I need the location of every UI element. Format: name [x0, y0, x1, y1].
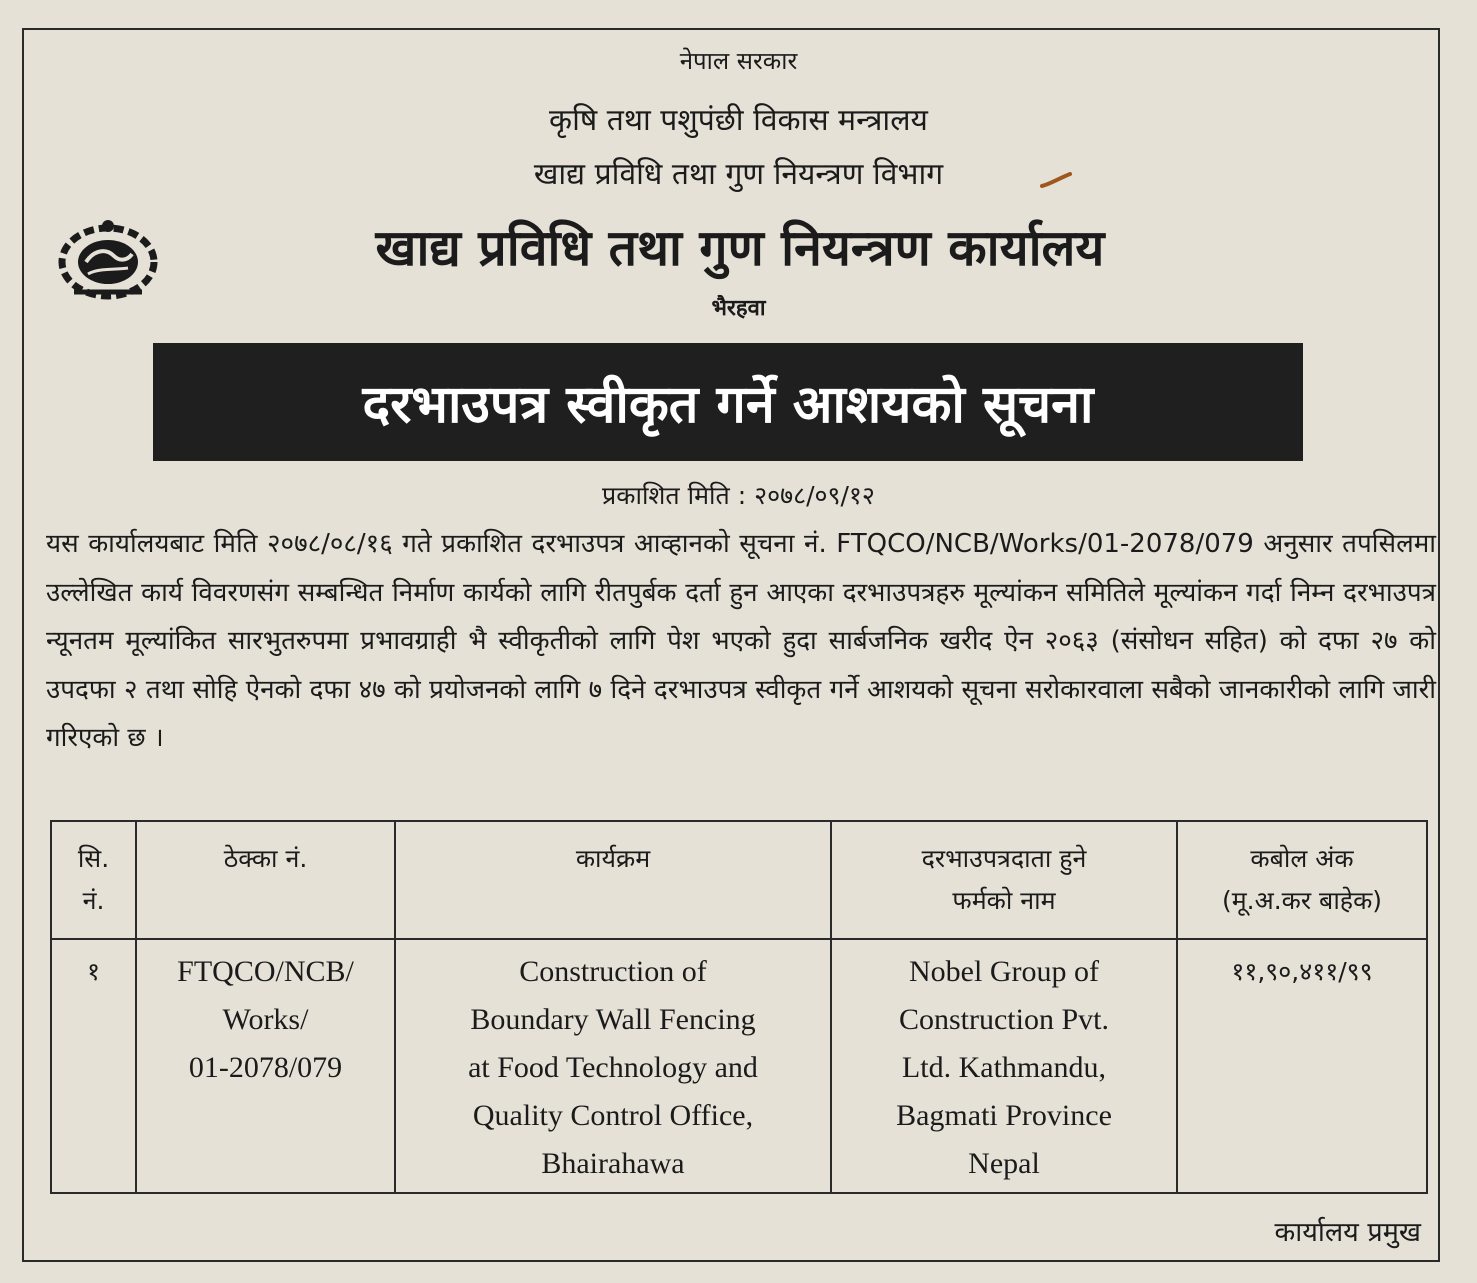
serial-header [51, 821, 136, 939]
bidder-line5: Nepal [968, 1147, 1040, 1180]
program-line3: at Food Technology and [468, 1051, 758, 1084]
serial-cell: १ [51, 939, 136, 1193]
office-name: खाद्य प्रविधि तथा गुण नियन्त्रण कार्यालय [375, 219, 1105, 277]
contract-no-line2: Works/ [222, 1003, 309, 1036]
serial-header-line1: सि. [77, 844, 110, 873]
bidder-line3: Ltd. Kathmandu, [901, 1051, 1107, 1084]
notice-body: यस कार्यालयबाट मिति २०७८/०८/१६ गते प्रकाशित दरभाउपत्र आव्हानको सूचना नं. FTQCO/NCB/Works/01-2078/079 अनुसार तपसिलमा उल्लेखित कार्य विवरणसंग सम्बन्धित निर्माण कार्यको लागि रीतपुर्बक दर्ता हुन आएका दरभाउपत्रहरु मूल्यांकन समितिले मूल्यांकन गर्दा निम्न दरभाउपत्र न्यूनतम मूल्यांकित सारभुतरुपमा प्रभावग्राही भै स्वीकृतीको लागि पेश भएको हुदा सार्बजनिक खरीद ऐन २०६३ (संसोधन सहित) को दफा २७ को उपदफा २ तथा सोहि ऐनको दफा ४७ को प्रयोजनको लागि ७ दिने दरभाउपत्र स्वीकृत गर्ने आशयको सूचना सरोकारवाला सबैको जानकारीको लागि जारी गरिएको छ । [46, 529, 1436, 753]
bidder-header-line1: दरभाउपत्रदाता हुने [921, 844, 1087, 873]
serial-header-line2: नं. [82, 886, 105, 915]
program-line1: Construction of [519, 955, 707, 988]
program-line4: Quality Control Office, [472, 1099, 754, 1132]
notice-title: दरभाउपत्र स्वीकृत गर्ने आशयको सूचना [362, 374, 1094, 435]
amount-header [1177, 821, 1427, 939]
amount-header-line2: (मू.अ.कर बाहेक) [1221, 886, 1383, 915]
tick-mark-icon [1040, 172, 1072, 188]
table-header-row [51, 821, 1427, 939]
bid-table [50, 820, 1428, 1194]
bidder-line1: Nobel Group of [909, 955, 1099, 988]
bidder-header [831, 821, 1177, 939]
government-name: नेपाल सरकार [679, 47, 798, 75]
amount-cell: ११,९०,४११/९९ [1177, 939, 1427, 1193]
ministry-name: कृषि तथा पशुपंछी विकास मन्त्रालय [549, 103, 928, 138]
bidder-line4: Bagmati Province [896, 1099, 1112, 1132]
contract-no-line1: FTQCO/NCB/ [177, 955, 354, 988]
bidder-line2: Construction Pvt. [898, 1003, 1109, 1036]
program-line5: Bhairahawa [541, 1147, 685, 1180]
program-header: कार्यक्रम [395, 821, 831, 939]
bidder-header-line2: फर्मको नाम [952, 886, 1056, 915]
contract-no-header: ठेक्का नं. [136, 821, 395, 939]
amount-header-line1: कबोल अंक [1250, 844, 1354, 873]
notice-title-banner [153, 343, 1303, 461]
office-location: भैरहवा [711, 296, 766, 321]
table-row [51, 939, 1427, 1193]
program-line2: Boundary Wall Fencing [470, 1003, 756, 1036]
office-chief-signature: कार्यालय प्रमुख [1274, 1217, 1421, 1248]
department-name: खाद्य प्रविधि तथा गुण नियन्त्रण विभाग [533, 157, 944, 192]
published-date: प्रकाशित मिति : २०७८/०९/१२ [602, 481, 875, 510]
program-cell [395, 939, 831, 1193]
contract-no-line3: 01-2078/079 [188, 1051, 343, 1084]
contract-no-cell [136, 939, 395, 1193]
nepal-emblem-icon [54, 218, 162, 302]
bidder-cell [831, 939, 1177, 1193]
